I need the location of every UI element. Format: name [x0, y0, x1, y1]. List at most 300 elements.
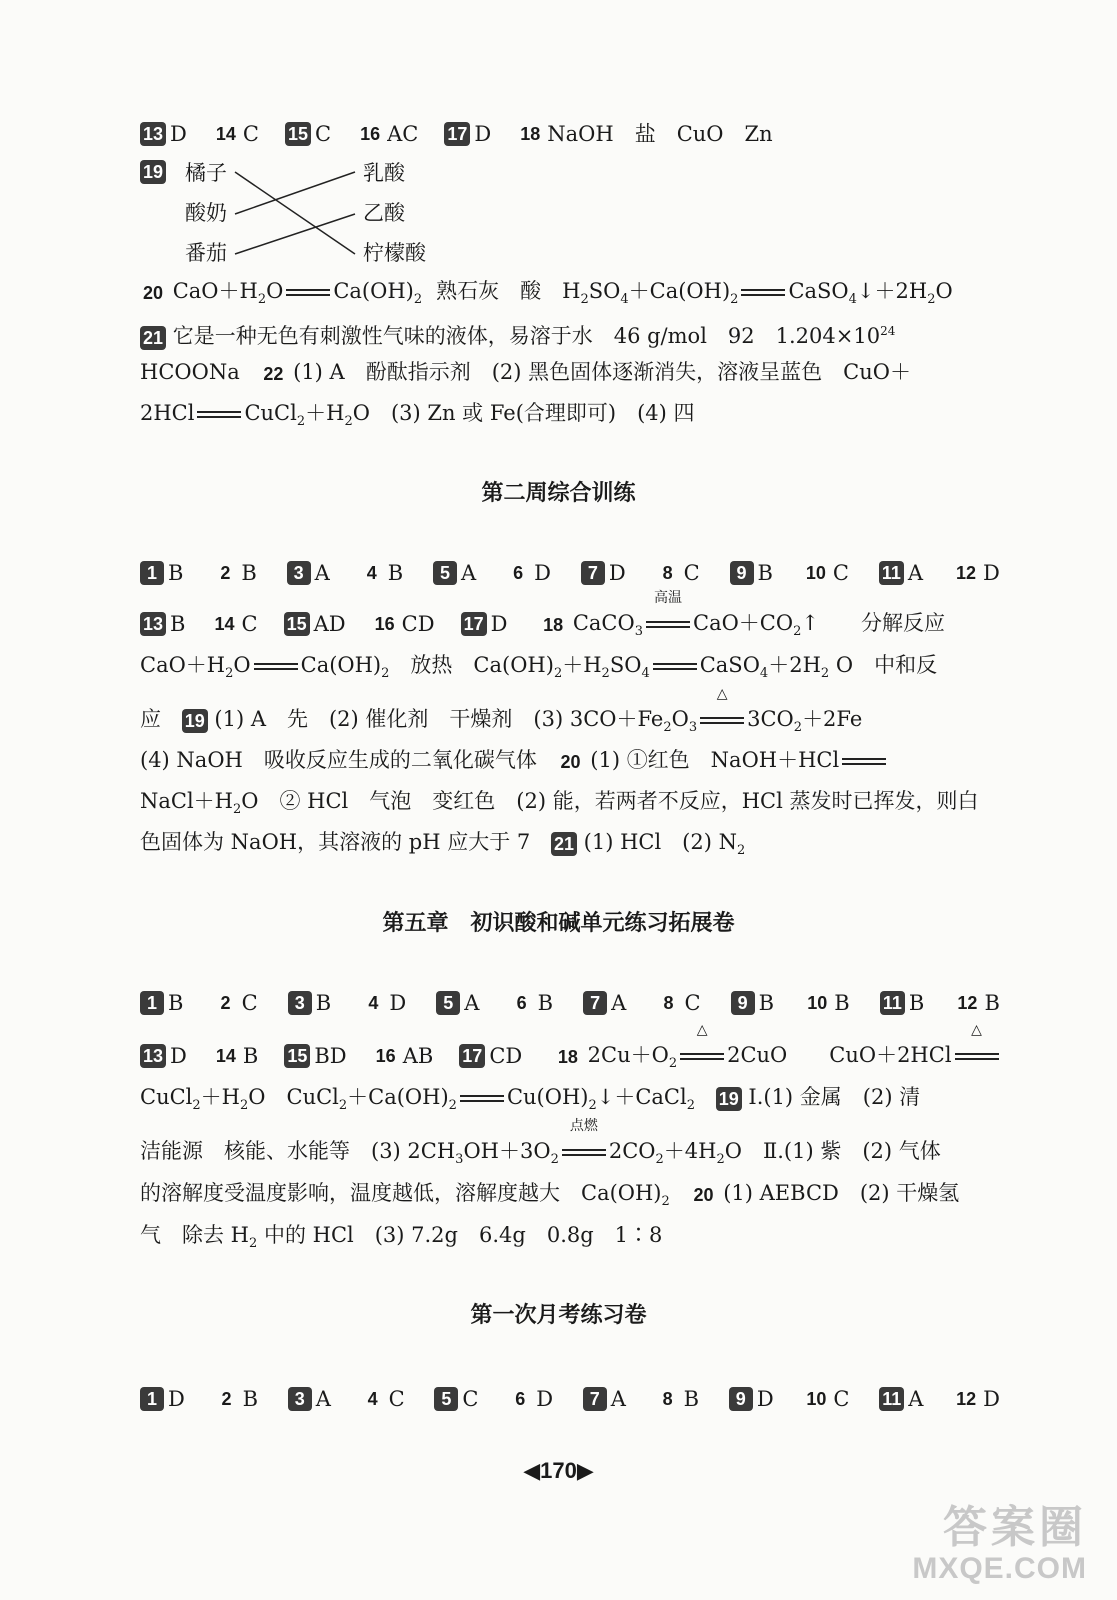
condition-text: 点燃 — [569, 1118, 598, 1134]
answer-row — [140, 590, 1000, 647]
sub: 2 — [730, 292, 739, 308]
answer-text: AB — [402, 1044, 434, 1068]
answer-item — [140, 609, 185, 639]
question-number: 5 — [434, 1387, 458, 1411]
answer-item — [372, 609, 435, 639]
question-number: 1 — [140, 561, 164, 585]
answer-item — [506, 558, 551, 588]
answer-row — [140, 988, 1000, 1018]
question-number: 6 — [515, 1389, 526, 1409]
question-number: 3 — [288, 991, 312, 1015]
sub: 4 — [759, 666, 769, 682]
question-number: 17 — [461, 612, 487, 636]
text: 气 除去 H — [140, 1223, 249, 1247]
text: CaSO — [788, 279, 849, 303]
answer-item — [285, 119, 331, 149]
answer-item — [804, 988, 849, 1018]
text: Ⅰ.(1) 金属 (2) 清 — [748, 1085, 921, 1109]
question-number: 12 — [955, 563, 976, 583]
answer-text: A — [611, 991, 627, 1015]
answer-text: C — [242, 122, 259, 146]
sub: 3 — [455, 1152, 464, 1168]
text: 中的 HCl (3) 7.2g 6.4g 0.8g 1∶8 — [257, 1223, 663, 1247]
sub: 2 — [338, 1098, 348, 1114]
question-number: 4 — [368, 993, 379, 1013]
sub: 4 — [620, 292, 629, 308]
sub: 4 — [848, 292, 857, 308]
answer-line-22 — [140, 357, 1000, 387]
answer-text: D — [474, 122, 492, 146]
question-number: 13 — [140, 122, 166, 146]
answer-line — [140, 1082, 1000, 1121]
question-number: 15 — [284, 612, 310, 636]
watermark-top: 答案圈 — [943, 1503, 1087, 1552]
text: (1) ①红色 NaOH＋HCl — [590, 748, 840, 772]
question-number: 11 — [879, 561, 904, 585]
answer-item — [656, 558, 700, 588]
answer-text: A — [907, 561, 924, 585]
answer-line — [140, 827, 1000, 866]
answer-text: A — [314, 561, 330, 585]
answer-text: B — [387, 561, 404, 585]
text: NaCl＋H — [140, 789, 233, 813]
answer-text: C — [832, 561, 849, 585]
question-number: 8 — [662, 563, 673, 583]
question-number: 7 — [583, 991, 607, 1015]
question-number-18: 18 — [557, 1046, 578, 1067]
answer-text: A — [464, 991, 480, 1015]
text: 放热 Ca(OH) — [389, 653, 554, 677]
text: Ca(OH) — [300, 653, 382, 677]
answer-text: B — [683, 1387, 700, 1411]
question-number: 13 — [140, 612, 166, 636]
answer-text: D — [170, 122, 187, 146]
sub: 2 — [225, 666, 234, 682]
answer-text: A — [461, 561, 477, 585]
text: (1) AEBCD (2) 干燥氢 — [723, 1181, 960, 1205]
answer-item — [433, 558, 476, 588]
text: SO — [609, 653, 642, 677]
condition-text: 高温 — [654, 590, 682, 606]
answer-text: AC — [387, 122, 419, 146]
sup: 24 — [880, 324, 896, 338]
answer-line — [140, 686, 1000, 743]
answer-item — [953, 1384, 1000, 1414]
match-line-2 — [235, 172, 355, 214]
question-number-21: 21 — [551, 832, 577, 856]
text: 2HCl — [140, 401, 195, 425]
equals-sign — [741, 289, 785, 296]
text: (1) A 先 (2) 催化剂 干燥剂 (3) 3CO＋Fe — [214, 707, 664, 731]
answer-text: D — [389, 991, 407, 1015]
question-number: 16 — [360, 124, 381, 144]
answer-item — [510, 988, 553, 1018]
question-number: 3 — [287, 561, 311, 585]
text: ↓＋CaCl — [596, 1085, 687, 1109]
match-left-3: 番茄 — [185, 241, 227, 265]
text: OH＋3O — [463, 1139, 551, 1163]
text: ↑ 分解反应 — [801, 611, 945, 635]
answer-item — [140, 558, 183, 588]
sub: 2 — [793, 720, 803, 736]
answer-text: CD — [489, 1044, 523, 1068]
condition-text: △ — [716, 686, 728, 702]
text: HCOONa — [140, 360, 240, 384]
answer-text: C — [388, 1387, 405, 1411]
section-title: 第一次月考练习卷 — [470, 1302, 647, 1328]
match-right-2: 乙酸 — [363, 201, 405, 225]
match-line-1 — [235, 172, 355, 254]
text: 它是一种无色有刺激性气味的液体，易溶于水 46 g/mol 92 1.204×10 — [172, 324, 881, 348]
equals-sign — [254, 663, 298, 670]
answer-item — [444, 119, 491, 149]
question-number: 12 — [956, 1389, 977, 1409]
match-line-3 — [235, 214, 355, 254]
reaction-condition — [697, 686, 747, 734]
answer-item — [140, 119, 187, 149]
question-number: 17 — [444, 122, 470, 146]
answer-line-22b — [140, 398, 1000, 437]
question-number: 10 — [806, 1389, 827, 1409]
text: ＋Ca(OH) — [347, 1085, 449, 1109]
answer-item — [287, 558, 330, 588]
text: 色固体为 NaOH，其溶液的 pH 应大于 7 — [140, 830, 531, 854]
answer-line-21 — [140, 316, 1000, 351]
condition-text: △ — [696, 1022, 708, 1038]
answer-item — [461, 609, 508, 639]
answer-item — [213, 1041, 258, 1071]
answer-text: AD — [313, 612, 346, 636]
answer-text: D — [168, 1387, 185, 1411]
sub: 2 — [927, 292, 936, 308]
sub: 2 — [233, 802, 242, 818]
question-number: 6 — [516, 993, 527, 1013]
question-number: 14 — [214, 614, 235, 634]
answer-text: C — [683, 561, 700, 585]
question-number: 11 — [880, 991, 905, 1015]
question-number-18: 18 — [543, 614, 564, 635]
answer-item — [361, 988, 406, 1018]
question-number: 7 — [581, 561, 605, 585]
sub: 2 — [448, 1098, 457, 1114]
question-number-22: 22 — [263, 363, 284, 384]
text: 洁能源 核能、水能等 (3) 2CH — [140, 1139, 456, 1163]
answer-text: B — [242, 1044, 259, 1068]
question-number: 16 — [375, 1046, 396, 1066]
question-number: 12 — [957, 993, 978, 1013]
answer-item — [583, 1384, 626, 1414]
text: 2CO — [608, 1139, 656, 1163]
answer-text: D — [536, 1387, 554, 1411]
question-number: 1 — [140, 991, 164, 1015]
answer-text: B — [242, 1387, 258, 1411]
text: O (3) Zn 或 Fe(合理即可) (4) 四 — [352, 401, 695, 425]
answer-item — [361, 1384, 405, 1414]
question-number: 5 — [433, 561, 457, 585]
question-number: 7 — [583, 1387, 607, 1411]
answer-text: NaOH 盐 CuO Zn — [547, 122, 773, 146]
question-number: 1 — [140, 1387, 164, 1411]
text: CaO＋CO — [693, 611, 794, 635]
answer-item — [459, 1041, 522, 1071]
sub: 2 — [550, 1152, 559, 1168]
equals-sign — [842, 758, 886, 765]
text: O Ⅱ.(1) 紫 (2) 气体 — [724, 1139, 941, 1163]
answer-text: B — [315, 991, 332, 1015]
text: O CuCl — [248, 1085, 339, 1109]
answer-item — [517, 119, 772, 149]
answer-text: B — [170, 612, 186, 636]
answer-line — [140, 1178, 1000, 1217]
question-number: 8 — [662, 1389, 673, 1409]
text: O — [233, 653, 251, 677]
sub: 2 — [663, 720, 672, 736]
question-number-20: 20 — [693, 1184, 714, 1205]
answer-item — [211, 609, 257, 639]
answer-item — [581, 558, 626, 588]
answer-item — [284, 609, 346, 639]
sub: 2 — [686, 1098, 695, 1114]
question-number: 2 — [220, 993, 231, 1013]
text: 2CuO CuO＋2HCl — [727, 1043, 952, 1067]
sub: 2 — [601, 666, 610, 682]
equals-sign — [460, 1095, 504, 1102]
text: Ca(OH) — [333, 279, 414, 303]
section-title: 第二周综合训练 — [481, 480, 636, 506]
match-right-1: 乳酸 — [363, 161, 405, 185]
sub: 2 — [413, 292, 423, 308]
answer-text: B — [758, 991, 775, 1015]
question-number: 15 — [284, 1044, 310, 1068]
question-number: 4 — [366, 563, 377, 583]
answer-text: A — [315, 1387, 331, 1411]
match-left-2: 酸奶 — [185, 201, 227, 225]
answer-text: C — [833, 1387, 850, 1411]
answer-text: B — [908, 991, 925, 1015]
answer-text: C — [684, 991, 701, 1015]
answer-text: C — [315, 122, 332, 146]
sub: 2 — [655, 1152, 664, 1168]
text: ＋H — [305, 401, 345, 425]
condition-text: △ — [971, 1022, 982, 1038]
reaction-condition — [643, 590, 693, 638]
question-number: 10 — [805, 563, 826, 583]
reaction-condition — [952, 1022, 1002, 1070]
text: O — [671, 707, 689, 731]
answer-line — [140, 1220, 1000, 1259]
sub: 2 — [344, 414, 353, 430]
text: ＋Ca(OH) — [628, 279, 731, 303]
sub: 2 — [736, 843, 746, 859]
text: CaCO — [572, 611, 635, 635]
answer-text: D — [490, 612, 508, 636]
answer-row — [140, 1384, 1000, 1414]
answer-item — [880, 988, 924, 1018]
answer-text: D — [756, 1387, 774, 1411]
answer-item — [284, 1041, 346, 1071]
answer-item — [656, 1384, 699, 1414]
sub: 2 — [192, 1098, 201, 1114]
answer-text: B — [757, 561, 773, 585]
watermark-bottom: MXQE.COM — [912, 1552, 1087, 1585]
answer-text: B — [537, 991, 554, 1015]
question-number: 3 — [288, 1387, 312, 1411]
text: O ② HCl 气泡 变红色 (2) 能，若两者不反应，HCl 蒸发时已挥发，则白 — [241, 789, 979, 813]
question-number: 6 — [513, 563, 524, 583]
answer-text: D — [983, 1387, 1000, 1411]
question-number: 18 — [520, 124, 541, 144]
answer-text: B — [168, 991, 184, 1015]
answer-text: A — [908, 1387, 924, 1411]
answer-text: D — [170, 1044, 187, 1068]
sub: 2 — [249, 1236, 258, 1252]
text: ＋H — [200, 1085, 240, 1109]
answer-item — [508, 1384, 553, 1414]
answer-item — [730, 558, 773, 588]
text: ＋H — [562, 653, 602, 677]
text: ＋2H — [768, 653, 821, 677]
reaction-condition — [559, 1118, 609, 1166]
match-right-3: 柠檬酸 — [363, 241, 426, 265]
sub: 2 — [296, 414, 306, 430]
reaction-condition — [677, 1022, 727, 1070]
answer-line — [140, 650, 1000, 689]
text: CaO＋H — [172, 279, 258, 303]
answer-item — [656, 988, 700, 1018]
text: CaO＋H — [140, 653, 226, 677]
sub: 2 — [381, 666, 390, 682]
sub: 2 — [820, 666, 830, 682]
answer-item — [140, 1041, 187, 1071]
answer-text: B — [984, 991, 1000, 1015]
answer-line — [140, 745, 1000, 775]
watermark-logo — [912, 1504, 1087, 1586]
sub: 4 — [641, 666, 650, 682]
answer-text: D — [983, 561, 1000, 585]
answer-row — [140, 558, 1000, 588]
text: ↓＋2H — [856, 279, 928, 303]
answer-text: C — [241, 991, 258, 1015]
answer-item — [214, 988, 258, 1018]
text: Cu(OH) — [506, 1085, 589, 1109]
match-left-1: 橘子 — [185, 161, 227, 185]
answer-text: C — [241, 612, 258, 636]
answer-item — [213, 558, 256, 588]
answer-item — [803, 1384, 849, 1414]
equals-sign — [197, 411, 241, 418]
answer-item — [434, 1384, 478, 1414]
question-number: 2 — [220, 563, 231, 583]
answer-line-20 — [140, 276, 1000, 315]
text: SO — [588, 279, 621, 303]
answer-item — [879, 558, 923, 588]
answer-line — [140, 786, 1000, 825]
sub: 2 — [716, 1152, 725, 1168]
question-number: 4 — [367, 1389, 378, 1409]
answer-item — [436, 988, 479, 1018]
text: 熟石灰 酸 H — [436, 279, 581, 303]
text: 3CO — [747, 707, 794, 731]
match-lines — [185, 158, 505, 270]
text: ＋2Fe — [802, 707, 863, 731]
question-number-21: 21 — [140, 326, 166, 350]
question-number: 16 — [374, 614, 395, 634]
question-number: 10 — [807, 993, 828, 1013]
answer-item — [954, 988, 999, 1018]
answer-item — [140, 988, 183, 1018]
sub: 2 — [240, 1098, 249, 1114]
answer-text: CD — [401, 612, 435, 636]
sub: 2 — [588, 1098, 597, 1114]
question-number: 2 — [221, 1389, 232, 1409]
answer-item — [803, 558, 849, 588]
question-number: 5 — [436, 991, 460, 1015]
text: O 中和反 — [829, 653, 938, 677]
text: 2Cu＋O — [587, 1043, 669, 1067]
question-number: 15 — [285, 122, 311, 146]
answer-row — [140, 118, 1000, 149]
text: O — [266, 279, 284, 303]
answer-item — [879, 1384, 923, 1414]
answer-item — [360, 558, 403, 588]
answer-text: B — [168, 561, 184, 585]
text: (4) NaOH 吸收反应生成的二氧化碳气体 — [140, 748, 537, 772]
answer-item — [213, 119, 259, 149]
sub: 2 — [580, 292, 589, 308]
text: (1) HCl (2) N — [583, 830, 737, 854]
question-number-20: 20 — [560, 751, 581, 772]
sub: 2 — [553, 666, 563, 682]
answer-item — [140, 1384, 185, 1414]
answer-text: B — [834, 991, 850, 1015]
answer-item — [288, 1384, 331, 1414]
answer-text: BD — [314, 1044, 347, 1068]
sub: 2 — [661, 1194, 670, 1210]
text: 应 — [140, 707, 161, 731]
answer-item — [729, 1384, 774, 1414]
text: (1) A 酚酞指示剂 (2) 黑色固体逐渐消失，溶液呈蓝色 CuO＋ — [293, 360, 911, 384]
question-number-19: 19 — [140, 160, 166, 184]
question-number: 9 — [730, 561, 754, 585]
question-number: 9 — [731, 991, 755, 1015]
answer-item — [373, 1041, 434, 1071]
sub: 2 — [668, 1056, 678, 1072]
sub: 3 — [688, 720, 698, 736]
question-number: 14 — [215, 1046, 236, 1066]
answer-item — [288, 988, 331, 1018]
equals-sign — [286, 289, 330, 296]
page-number: ◀170▶ — [523, 1458, 594, 1483]
answer-text: D — [608, 561, 626, 585]
sub: 3 — [634, 624, 643, 640]
answer-text: B — [241, 561, 257, 585]
section-title: 第五章 初识酸和碱单元练习拓展卷 — [382, 910, 735, 936]
question-number: 17 — [459, 1044, 485, 1068]
sub: 2 — [257, 292, 267, 308]
question-number: 13 — [140, 1044, 166, 1068]
text: 的溶解度受温度影响，温度越低，溶解度越大 Ca(OH) — [140, 1181, 662, 1205]
equals-sign — [653, 663, 697, 670]
question-number: 11 — [879, 1387, 904, 1411]
answer-text: C — [462, 1387, 479, 1411]
matching-diagram — [185, 158, 505, 270]
text: CuCl — [244, 401, 297, 425]
answer-item — [215, 1384, 258, 1414]
sub: 2 — [793, 624, 802, 640]
answer-text: D — [534, 561, 551, 585]
question-number-19: 19 — [182, 709, 208, 733]
text: CaSO — [699, 653, 760, 677]
